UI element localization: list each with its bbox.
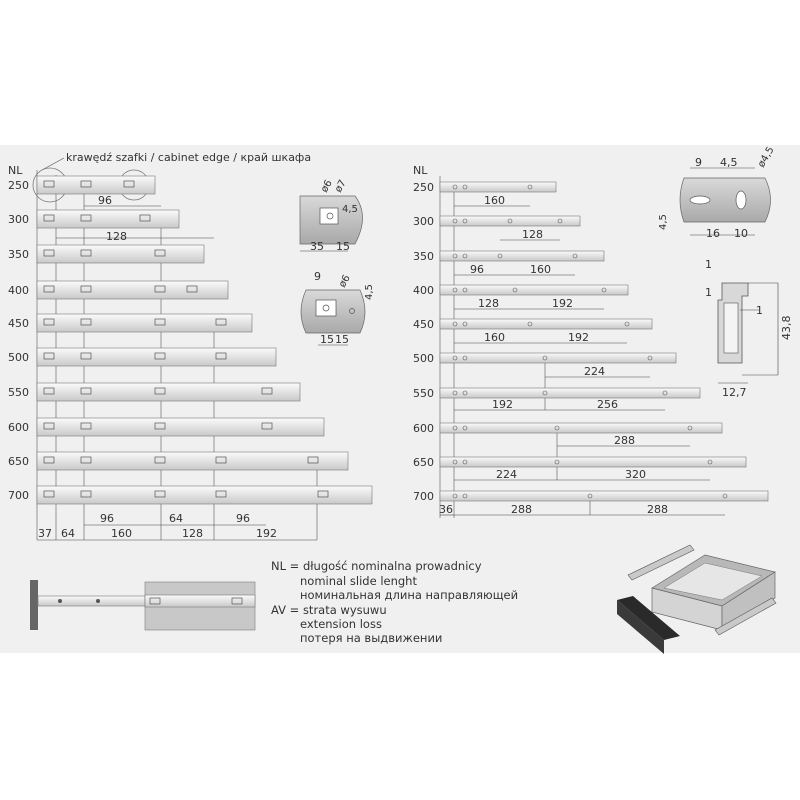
left-rail-length: 350: [8, 248, 29, 261]
right-dim: 160: [530, 263, 551, 276]
legend-line: номинальная длина направляющей: [300, 588, 519, 602]
left-rail-length: 400: [8, 284, 29, 297]
right-rail-length: 400: [413, 284, 434, 297]
legend-line: extension loss: [300, 617, 382, 631]
detail-mid-dim: 15: [320, 333, 334, 346]
right-dim: 36: [439, 503, 453, 516]
right-dim: 256: [597, 398, 618, 411]
left-nl-label: NL: [8, 164, 23, 177]
right-rail-length: 500: [413, 352, 434, 365]
detail-top-dim: 15: [336, 240, 350, 253]
left-rail-lengths: [8, 179, 29, 502]
right-rail-length: 450: [413, 318, 434, 331]
right-dim: 128: [522, 228, 543, 241]
right-rail: [440, 251, 604, 261]
right-rail-length: 300: [413, 215, 434, 228]
left-rail: [37, 281, 228, 299]
slide-mount-illustration: [30, 580, 255, 630]
left-dim: 64: [61, 527, 75, 540]
left-dim: 160: [111, 527, 132, 540]
left-rail: [37, 418, 324, 436]
right-dim: 128: [478, 297, 499, 310]
right-dim: 288: [614, 434, 635, 447]
left-dim: 96: [236, 512, 250, 525]
left-rail-length: 500: [8, 351, 29, 364]
right-rail-length: 350: [413, 250, 434, 263]
right-rail-length: 250: [413, 181, 434, 194]
right-rail: [440, 457, 746, 467]
right-rail: [440, 182, 556, 192]
detail-top-dim: 35: [310, 240, 324, 253]
left-rail-length: 600: [8, 421, 29, 434]
right-dim: 160: [484, 194, 505, 207]
profile-dim: 1: [705, 286, 712, 299]
detail-right-dim: ø4,5: [756, 144, 777, 170]
right-dim: 224: [584, 365, 605, 378]
right-dim: 160: [484, 331, 505, 344]
left-rail-length: 650: [8, 455, 29, 468]
right-dim: 224: [496, 468, 517, 481]
left-rail: [37, 176, 155, 194]
left-rail-length: 550: [8, 386, 29, 399]
detail-top-dim: ø7: [333, 178, 349, 195]
left-rail-length: 450: [8, 317, 29, 330]
detail-right-dim: 4,5: [720, 156, 738, 169]
right-dim: 96: [470, 263, 484, 276]
right-rail-lengths: [413, 181, 434, 503]
detail-right-dim: 10: [734, 227, 748, 240]
left-dim: 64: [169, 512, 183, 525]
left-dim: 128: [106, 230, 127, 243]
right-rail-length: 700: [413, 490, 434, 503]
detail-mid-dim: 4,5: [364, 284, 375, 300]
right-rail: [440, 491, 768, 501]
profile-dim: 1: [705, 258, 712, 271]
legend: [271, 559, 518, 645]
profile-dim: 1: [756, 304, 763, 317]
legend-line: AV = strata wysuwu: [271, 603, 387, 617]
detail-right: [680, 168, 771, 235]
right-dim: 192: [492, 398, 513, 411]
left-rail-length: 250: [8, 179, 29, 192]
left-rail: [37, 383, 300, 401]
detail-mid-dim: 15: [335, 333, 349, 346]
detail-top-dim: ø6: [319, 178, 335, 195]
left-rail-slots: [44, 181, 328, 497]
right-rail: [440, 285, 628, 295]
legend-line: потеря на выдвижении: [300, 631, 443, 645]
detail-mid-dim: ø6: [337, 273, 353, 290]
right-dim: 320: [625, 468, 646, 481]
right-rail-length: 600: [413, 422, 434, 435]
right-dim: 192: [568, 331, 589, 344]
left-dim: 192: [256, 527, 277, 540]
profile-cross-section: [718, 283, 778, 383]
right-dim: 288: [511, 503, 532, 516]
right-rail: [440, 319, 652, 329]
left-dim: 96: [100, 512, 114, 525]
detail-right-dim: 16: [706, 227, 720, 240]
detail-right-dim: 9: [695, 156, 702, 169]
right-rail: [440, 423, 722, 433]
right-rail: [440, 216, 580, 226]
detail-right-dim: 4,5: [658, 214, 669, 230]
left-rail: [37, 314, 252, 332]
left-rail: [37, 245, 204, 263]
left-rail-length: 300: [8, 213, 29, 226]
left-rail-length: 700: [8, 489, 29, 502]
right-rail: [440, 388, 700, 398]
detail-top-dim: 4,5: [342, 204, 358, 215]
left-rail: [37, 486, 372, 504]
detail-mid-dim: 9: [314, 270, 321, 283]
right-rail-length: 550: [413, 387, 434, 400]
left-dim: 128: [182, 527, 203, 540]
profile-dim: 12,7: [722, 386, 747, 399]
left-rail: [37, 452, 348, 470]
profile-dim: 43,8: [780, 315, 793, 340]
left-dim: 37: [38, 527, 52, 540]
drawer-illustration: [617, 545, 776, 654]
right-rail-length: 650: [413, 456, 434, 469]
right-dim: 192: [552, 297, 573, 310]
right-nl-label: NL: [413, 164, 428, 177]
legend-line: NL = długość nominalna prowadnicy: [271, 559, 482, 573]
right-dim: 288: [647, 503, 668, 516]
cabinet-edge-label: krawędź szafki / cabinet edge / край шкафа: [66, 151, 312, 164]
left-dim: 96: [98, 194, 112, 207]
left-rail: [37, 210, 179, 228]
right-rail: [440, 353, 676, 363]
left-rail: [37, 348, 276, 366]
legend-line: nominal slide lenght: [300, 574, 417, 588]
